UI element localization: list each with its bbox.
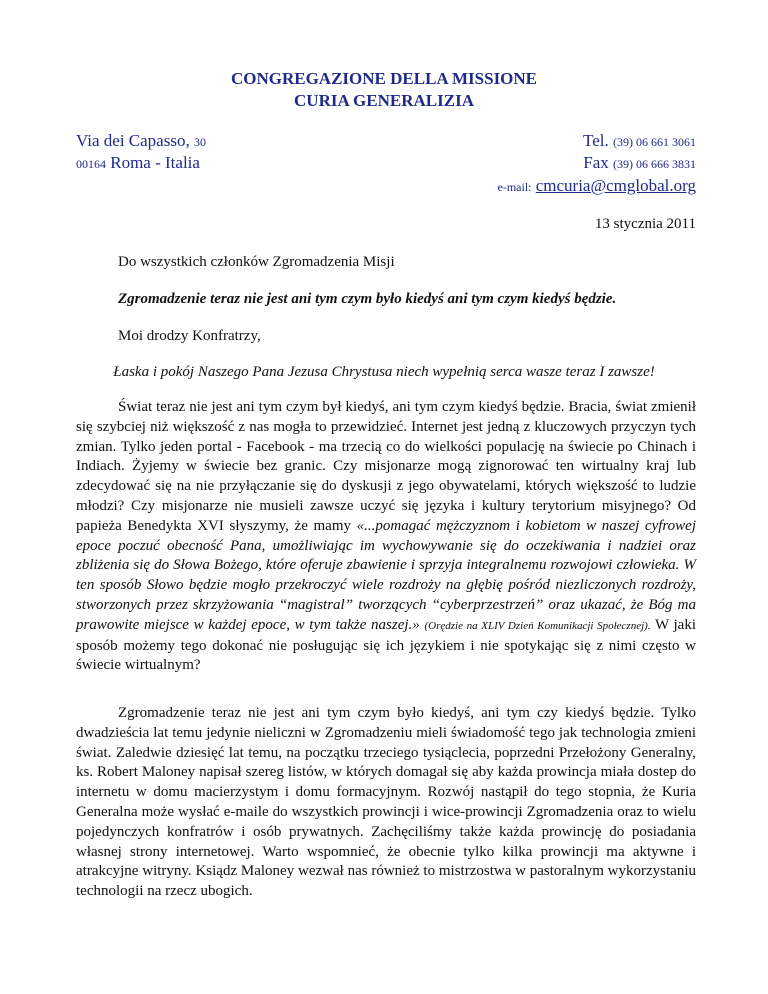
letter-blessing: Łaska i pokój Naszego Pana Jezusa Chrystusa niech wypełnią serca wasze teraz I zawsze!: [113, 364, 655, 380]
paragraph-1-text-a: Świat teraz nie jest ani tym czym był kiedyś, ani tym czym kiedyś będzie. Bracia, świat zmienił się szybciej niż większość z nas mogła to przewidzieć. Internet jest jedną z kluczowych przyczyn tych zmian. Tylko jeden portal - Facebook - ma trzecią co do wielkości populację na świecie po Chinach i Indiach. Żyjemy w świecie bez granic. Czy misjonarze mogą zignorować ten wirtualny kraj lub zdecydować się na nie przyłączanie się do dyskusji z jego obywatelami, których większość to ludzie młodzi? Czy misjonarze nie musieli zawsze uczyć się języka i kultury terytorium misyjnego? Od papieża Benedykta XVI słyszymy, że mamy: [76, 399, 696, 534]
letter-subject: Zgromadzenie teraz nie jest ani tym czym było kiedyś ani tym czym kiedyś będzie.: [118, 291, 617, 307]
address-city: [76, 152, 200, 175]
address-fax: [583, 152, 696, 175]
letter-date: 13 stycznia 2011: [594, 216, 696, 232]
paragraph-2: Zgromadzenie teraz nie jest ani tym czym było kiedyś, ani tym czy kiedyś będzie. Tylko dwadzieścia lat temu jedynie nieliczni w Zgromadzeniu mieli świadomość tego jak technologia zmieni świat. Zaledwie dziesięć lat temu, na początku trzeciego tysiąclecia, poprzedni Przełożony Generalny, ks. Robert Maloney napisał szereg listów, w których domagał się aby każda prowincja miała dostep do internetu w domu macierzystym i domu formacyjnym. Rozwój nastąpił do tego stopnia, że Kuria Generalna może wysłać e-maile do wszystkich prowincji i wice-prowincji Zgromadzenia oraz to wielu pojedynczych konfratrów i osób prywatnych. Zachęciliśmy także każda prowincję do posiadania własnej strony internetowej. Warto wspomnieć, że obecnie tylko kilka prowincji ma aktywne i atrakcyjne witryny. Ksiądz Maloney wezwał nas również to mistrzostwa w pastoralnym wykorzystaniu technologii na rzecz ubogich.: [76, 705, 696, 900]
tel-label: Tel.: [583, 131, 609, 150]
email-label: e-mail:: [497, 180, 532, 194]
street-name: Via dei Capasso,: [76, 131, 190, 150]
paragraph-1: [76, 398, 696, 676]
header-congregation: CONGREGAZIONE DELLA MISSIONE: [230, 69, 538, 88]
postal-code: 00164: [76, 157, 106, 171]
letter-greeting: Moi drodzy Konfratrzy,: [118, 328, 261, 344]
address-tel: [583, 130, 696, 153]
pope-quote: «...pomagać mężczyznom i kobietom w naszej cyfrowej epoce poczuć obecność Pana, umożliwiając im wychowywanie się do oczekiwania i nadziei oraz zbliżenia się do Słowa Bożego, które oferuje zbawienie i sprzyja integralnemu rozwojowi człowieka. W ten sposób Słowo będzie mogło przekroczyć wiele rozdroży na głębię pośród niezliczonych rozdroży, stworzonych przez skrzyżowania “magistral” tworzących “cyberprzestrzeń” oraz ukazać, że Bóg ma prawowite miejsce w każdej epoce, w tym także naszej.»: [76, 517, 696, 633]
paragraph-1-text-b: W jaki sposób możemy tego dokonać nie posługując się ich językiem i nie spotykając się z nimi często w świecie wirtualnym?: [76, 616, 696, 674]
email-link[interactable]: cmcuria@cmglobal.org: [535, 176, 696, 195]
quote-citation: (Orędzie na XLIV Dzień Komunikacji Społecznej).: [424, 619, 651, 632]
city-name: Roma - Italia: [110, 153, 200, 172]
letter-addressee: Do wszystkich członków Zgromadzenia Misji: [118, 254, 395, 270]
tel-number: (39) 06 661 3061: [613, 135, 696, 149]
address-street: [76, 130, 206, 153]
fax-number: (39) 06 666 3831: [613, 157, 696, 171]
street-number: 30: [193, 135, 206, 149]
header-curia: CURIA GENERALIZIA: [294, 91, 474, 110]
fax-label: Fax: [583, 153, 609, 172]
address-email: [498, 175, 697, 198]
